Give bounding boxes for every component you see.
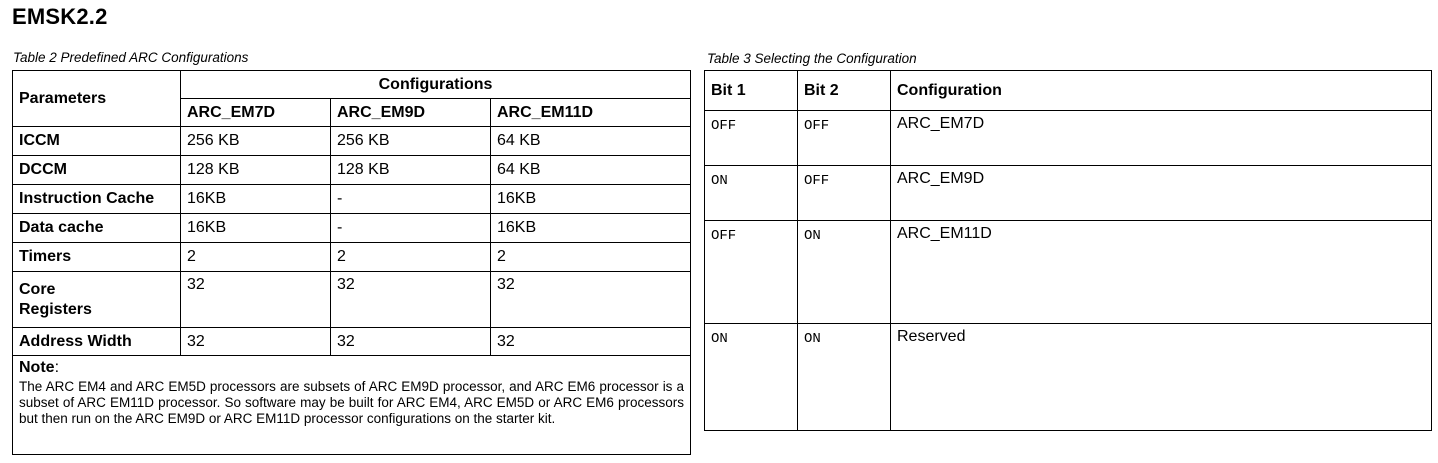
table3-caption: Table 3 Selecting the Configuration <box>707 51 917 66</box>
column-header: ARC_EM11D <box>491 99 691 127</box>
bit1-cell: ON <box>705 166 798 221</box>
table-row <box>13 243 691 272</box>
table-row <box>705 324 1432 431</box>
row-label: DCCM <box>13 156 181 185</box>
cell: 16KB <box>491 214 691 243</box>
cell: 16KB <box>181 214 331 243</box>
cell: 32 <box>331 272 491 328</box>
configuration-cell: ARC_EM7D <box>891 111 1432 166</box>
parameters-header: Parameters <box>13 71 181 127</box>
page-title: EMSK2.2 <box>12 4 108 29</box>
bit2-header: Bit 2 <box>798 71 891 111</box>
table-row <box>13 185 691 214</box>
cell: 256 KB <box>331 127 491 156</box>
cell: 256 KB <box>181 127 331 156</box>
cell: 2 <box>331 243 491 272</box>
table-row <box>705 221 1432 324</box>
cell: - <box>331 214 491 243</box>
table-row <box>13 272 691 328</box>
bit1-cell: OFF <box>705 111 798 166</box>
cell: 128 KB <box>331 156 491 185</box>
row-label: Timers <box>13 243 181 272</box>
configuration-cell: ARC_EM9D <box>891 166 1432 221</box>
configuration-cell: ARC_EM11D <box>891 221 1432 324</box>
cell: 2 <box>491 243 691 272</box>
table-row <box>13 214 691 243</box>
bit2-cell: ON <box>798 324 891 431</box>
cell: 32 <box>491 328 691 356</box>
table-header-row <box>705 71 1432 111</box>
cell: 32 <box>491 272 691 328</box>
cell: 128 KB <box>181 156 331 185</box>
row-label: Instruction Cache <box>13 185 181 214</box>
note-row <box>13 356 691 455</box>
cell: 32 <box>181 272 331 328</box>
bit1-header: Bit 1 <box>705 71 798 111</box>
table-row <box>705 111 1432 166</box>
configuration-header: Configuration <box>891 71 1432 111</box>
table-header-row <box>13 71 691 99</box>
note-colon: : <box>54 359 60 376</box>
bit2-cell: OFF <box>798 111 891 166</box>
note-text: The ARC EM4 and ARC EM5D processors are subsets of ARC EM9D processor, and ARC EM6 processor is a subset of ARC EM11D processor. So software may be built for ARC EM4, ARC EM5D or ARC EM6 processors but then run on the ARC EM9D or ARC EM11D processor configurations on the starter kit. <box>19 379 685 426</box>
table-row <box>13 127 691 156</box>
row-label: Data cache <box>13 214 181 243</box>
cell: 32 <box>331 328 491 356</box>
cell: 16KB <box>491 185 691 214</box>
cell: 64 KB <box>491 127 691 156</box>
note-heading <box>19 359 684 377</box>
bit2-cell: OFF <box>798 166 891 221</box>
bit1-cell: ON <box>705 324 798 431</box>
column-header: ARC_EM9D <box>331 99 491 127</box>
row-label: ICCM <box>13 127 181 156</box>
row-label-line: Core <box>19 281 56 298</box>
bit1-cell: OFF <box>705 221 798 324</box>
note-cell <box>13 356 691 455</box>
cell: 2 <box>181 243 331 272</box>
selecting-configuration-table <box>704 70 1432 431</box>
cell: - <box>331 185 491 214</box>
table-row <box>13 328 691 356</box>
predefined-configurations-table <box>12 70 691 455</box>
table-row <box>13 156 691 185</box>
configuration-cell: Reserved <box>891 324 1432 431</box>
column-header: ARC_EM7D <box>181 99 331 127</box>
table-row <box>705 166 1432 221</box>
cell: 64 KB <box>491 156 691 185</box>
note-title: Note <box>19 359 55 376</box>
configurations-header: Configurations <box>181 71 691 99</box>
row-label <box>13 272 181 328</box>
cell: 32 <box>181 328 331 356</box>
row-label: Address Width <box>13 328 181 356</box>
cell: 16KB <box>181 185 331 214</box>
row-label-line: Registers <box>19 301 92 318</box>
table2-caption: Table 2 Predefined ARC Configurations <box>13 50 249 65</box>
bit2-cell: ON <box>798 221 891 324</box>
